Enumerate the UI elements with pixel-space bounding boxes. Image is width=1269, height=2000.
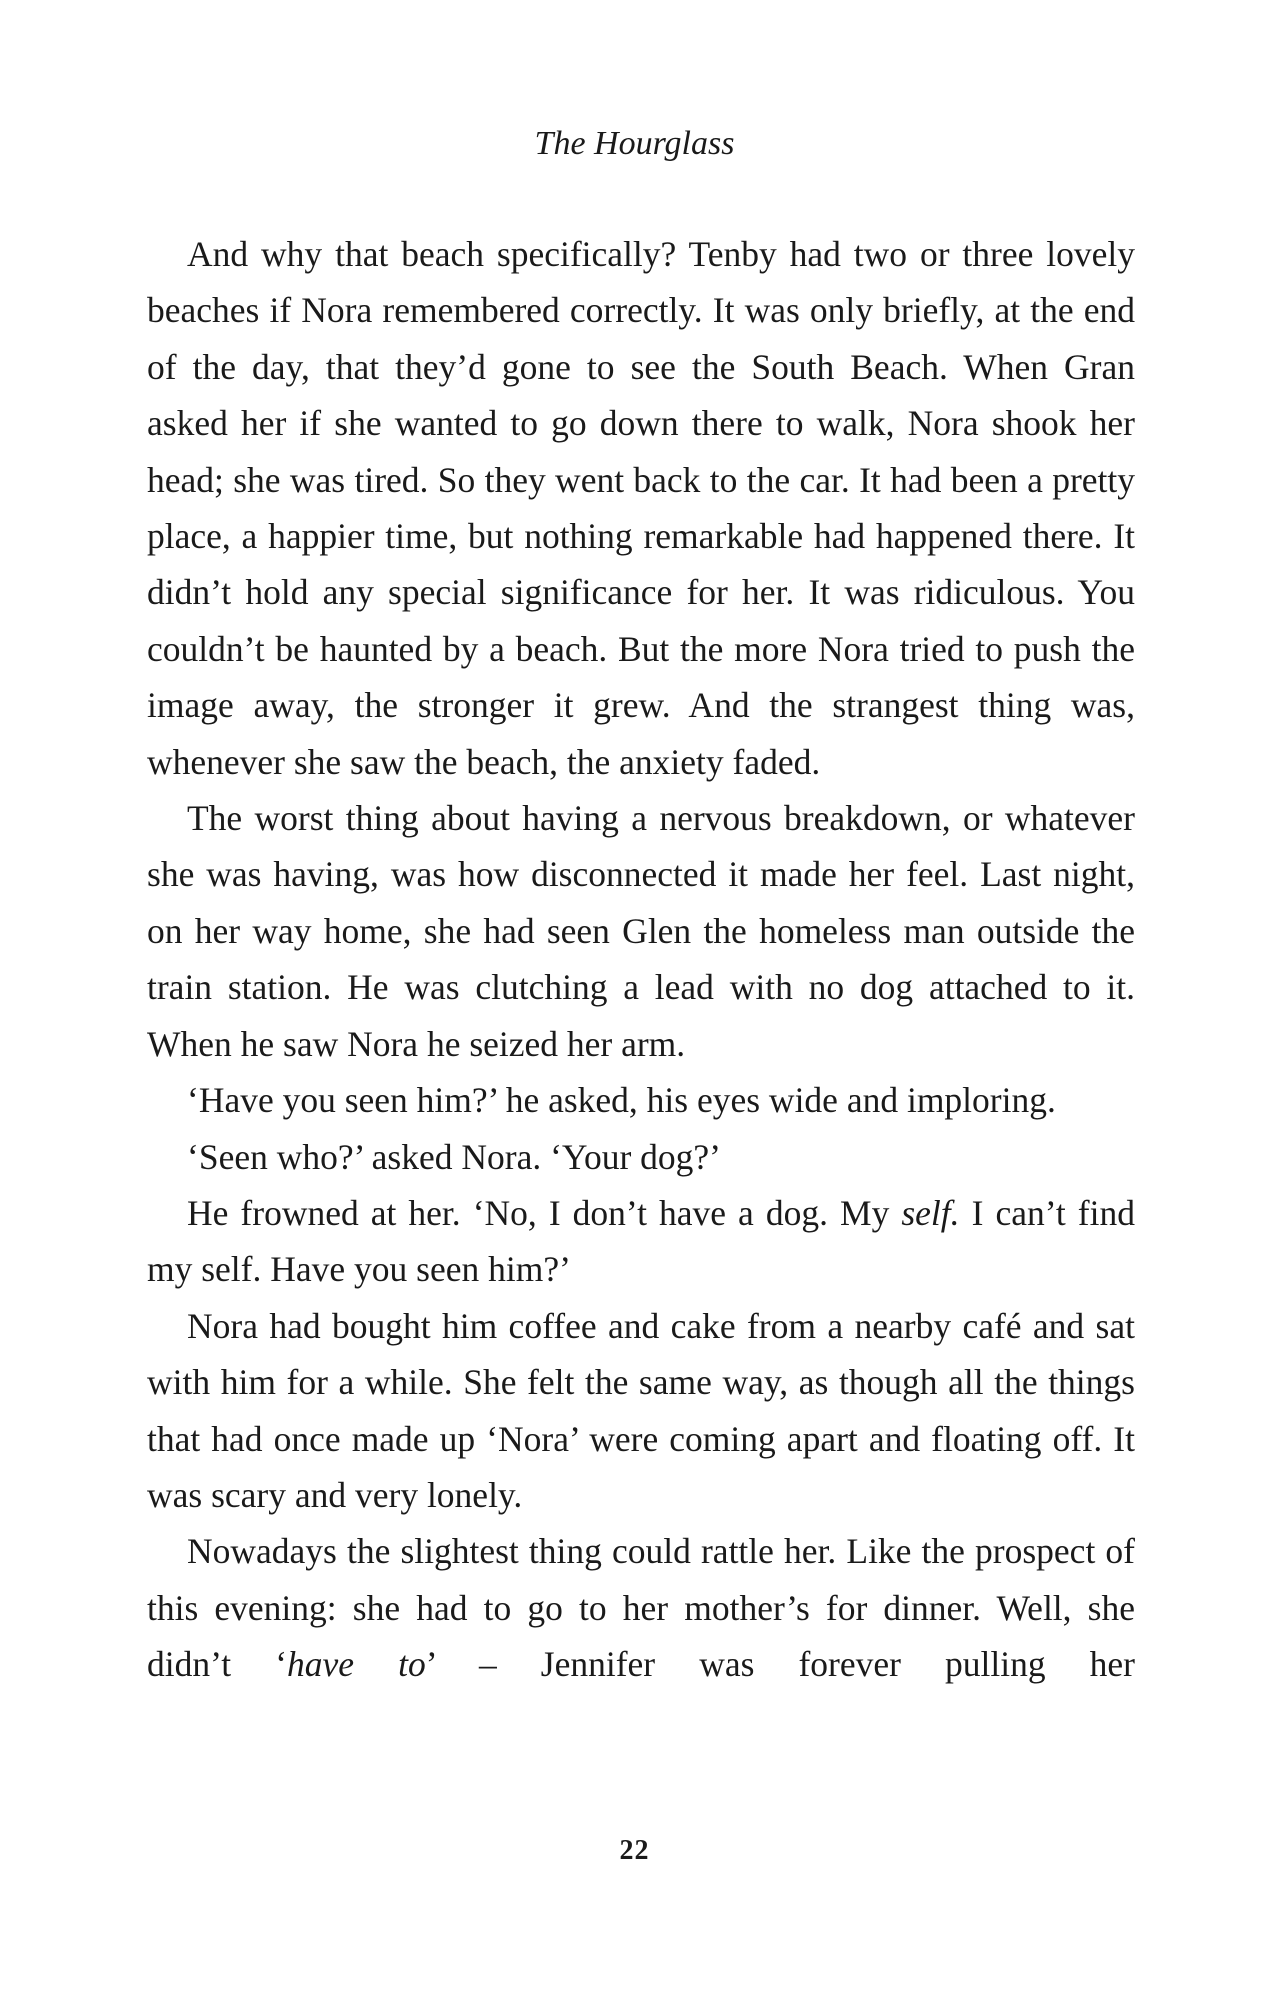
paragraph-frowned-before: He frowned at her. ‘No, I don’t have a dog. My bbox=[187, 1192, 902, 1233]
paragraph-frowned-after: I can’t find my self. Have you seen him?’ bbox=[147, 1192, 1135, 1290]
paragraph-breakdown: The worst thing about having a nervous breakdown, or whatever she was having, was how disconnected it made her feel. Last night, on her way home, she had seen Glen the homeless man outside the train station. He was clutching a lead with no dog attached to it. When he saw Nora he seized her arm. bbox=[147, 798, 1135, 1064]
body-text bbox=[147, 226, 1135, 1693]
page-number: 22 bbox=[619, 1835, 650, 1866]
paragraph-seen-who: ‘Seen who?’ asked Nora. ‘Your dog?’ bbox=[187, 1136, 722, 1177]
paragraph-frowned-emphasis: self. bbox=[901, 1192, 960, 1233]
paragraph-nowadays-emphasis: have to bbox=[287, 1644, 426, 1685]
paragraph-nowadays bbox=[147, 1523, 1135, 1692]
paragraph-nowadays-after: ’ – Jennifer was forever pulling her bbox=[425, 1644, 1135, 1685]
paragraph-nowadays-before: Nowadays the slightest thing could rattle her. Like the prospect of this evening: she had to go to her mother’s for dinner. Well, she didn’t ‘ bbox=[147, 1531, 1135, 1685]
paragraph-frowned bbox=[147, 1185, 1135, 1298]
paragraph-have-you-seen-him: ‘Have you seen him?’ he asked, his eyes wide and imploring. bbox=[187, 1080, 1056, 1121]
running-head-title: The Hourglass bbox=[534, 125, 735, 162]
paragraph-coffee-and-cake: Nora had bought him coffee and cake from a nearby café and sat with him for a while. She felt the same way, as though all the things that had once made up ‘Nora’ were coming apart and floating off. It was scary and very lonely. bbox=[147, 1305, 1135, 1515]
paragraph-beach: And why that beach specifically? Tenby had two or three lovely beaches if Nora remembered correctly. It was only briefly, at the end of the day, that they’d gone to see the South Beach. When Gran asked her if she wanted to go down there to walk, Nora shook her head; she was tired. So they went back to the car. It had been a pretty place, a happier time, but nothing remarkable had happened there. It didn’t hold any special significance for her. It was ridiculous. You couldn’t be haunted by a beach. But the more Nora tried to push the image away, the stronger it grew. And the strangest thing was, whenever she saw the beach, the anxiety faded. bbox=[147, 234, 1135, 782]
